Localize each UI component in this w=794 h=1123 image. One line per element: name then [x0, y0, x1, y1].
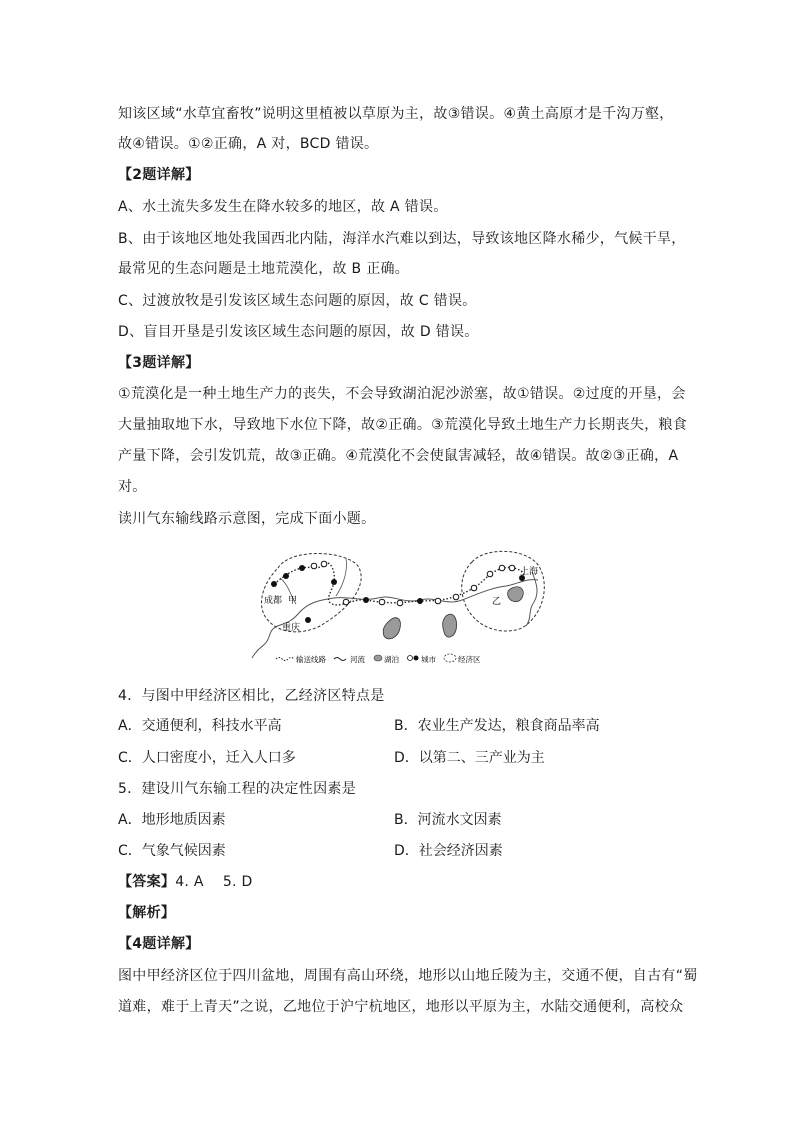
- town-marker: [487, 571, 493, 577]
- text-line: B、由于该地区地处我国西北内陆，海洋水汽难以到达，导致该地区降水稀少，气候干旱，: [118, 231, 686, 247]
- city-marker: [363, 597, 369, 603]
- answer-line: [118, 872, 253, 892]
- label-chengdu: 成都: [264, 596, 283, 606]
- text-line: 故④错误。①②正确，A 对，BCD 错误。: [118, 136, 379, 152]
- legend-route: 输送线路: [296, 655, 326, 664]
- town-marker: [509, 565, 515, 571]
- text-line: 道难，难于上青天”之说，乙地位于沪宁杭地区，地形以平原为主，水陆交通便利，高校众: [118, 999, 684, 1015]
- section-heading: 【3题详解】: [118, 355, 200, 371]
- town-marker: [397, 600, 403, 606]
- label-shanghai: 上海: [520, 567, 539, 577]
- question-5-option-a: A．地形地质因素: [118, 812, 226, 828]
- section-heading: 【2题详解】: [118, 167, 200, 183]
- question-5-option-c: C．气象气候因素: [118, 843, 226, 859]
- label-chongqing: 重庆: [282, 623, 301, 633]
- question-4-option-b: B．农业生产发达，粮食商品率高: [394, 718, 600, 734]
- text-line: D、盲目开垦是引发该区域生态问题的原因，故 D 错误。: [118, 324, 479, 340]
- town-marker: [311, 563, 317, 569]
- legend-lake: 湖泊: [384, 655, 399, 664]
- map-legend: [276, 654, 481, 664]
- legend-zone: 经济区: [458, 655, 481, 664]
- text-line: 图中甲经济区位于四川盆地，周围有高山环绕，地形以山地丘陵为主，交通不便，自古有“蜀: [118, 968, 698, 984]
- question-5-stem: 5．建设川气东输工程的决定性因素是: [118, 781, 357, 797]
- city-marker: [417, 598, 423, 604]
- question-4-option-c: C．人口密度小，迁入人口多: [118, 750, 296, 766]
- town-marker: [453, 594, 459, 600]
- town-marker: [499, 565, 505, 571]
- analysis-label: 【解析】: [118, 905, 176, 921]
- city-marker: [271, 581, 277, 587]
- text-line: C、过渡放牧是引发该区域生态问题的原因，故 C 错误。: [118, 293, 477, 309]
- answer-label: 【答案】: [118, 874, 176, 890]
- lake-poyang: [443, 614, 457, 637]
- lake-tai: [508, 587, 524, 602]
- pipeline-route-map: [250, 548, 550, 672]
- town-marker: [379, 599, 385, 605]
- answer-text: 4. A 5. D: [175, 874, 253, 890]
- city-marker: [305, 617, 311, 623]
- lake-dongting: [383, 618, 400, 639]
- town-marker: [343, 599, 349, 605]
- text-line: 最常见的生态问题是土地荒漠化，故 B 正确。: [118, 261, 410, 277]
- text-line: 知该区域“水草宜畜牧”说明这里植被以草原为主，故③错误。④黄土高原才是千沟万壑，: [118, 106, 674, 122]
- text-line: 读川气东输线路示意图，完成下面小题。: [118, 511, 376, 527]
- legend-city: 城市: [421, 655, 436, 664]
- city-marker: [331, 579, 337, 585]
- city-marker: [283, 573, 289, 579]
- text-line: 产量下降，会引发饥荒，故③正确。④荒漠化不会使鼠害减轻，故④错误。故②③正确，A: [118, 448, 679, 464]
- text-line: 大量抽取地下水，导致地下水位下降，故②正确。③荒漠化导致土地生产力长期丧失，粮食: [118, 417, 688, 433]
- section-heading: 【4题详解】: [118, 936, 200, 952]
- question-4-option-d: D．以第二、三产业为主: [394, 750, 545, 766]
- question-4-option-a: A．交通便利，科技水平高: [118, 718, 282, 734]
- question-5-option-d: D．社会经济因素: [394, 843, 503, 859]
- town-marker: [321, 561, 327, 567]
- text-line: 对。: [118, 479, 147, 495]
- text-line: A、水土流失多发生在降水较多的地区，故 A 错误。: [118, 199, 448, 215]
- label-jia: 甲: [288, 596, 298, 606]
- question-5-option-b: B．河流水文因素: [394, 812, 502, 828]
- label-yi: 乙: [492, 597, 502, 607]
- text-line: ①荒漠化是一种土地生产力的丧失，不会导致湖泊泥沙淤塞，故①错误。②过度的开垦，会: [118, 386, 686, 402]
- city-marker: [299, 565, 305, 571]
- question-4-stem: 4．与图中甲经济区相比，乙经济区特点是: [118, 688, 385, 704]
- legend-river: 河流: [350, 655, 365, 664]
- town-marker: [435, 598, 441, 604]
- town-marker: [471, 585, 477, 591]
